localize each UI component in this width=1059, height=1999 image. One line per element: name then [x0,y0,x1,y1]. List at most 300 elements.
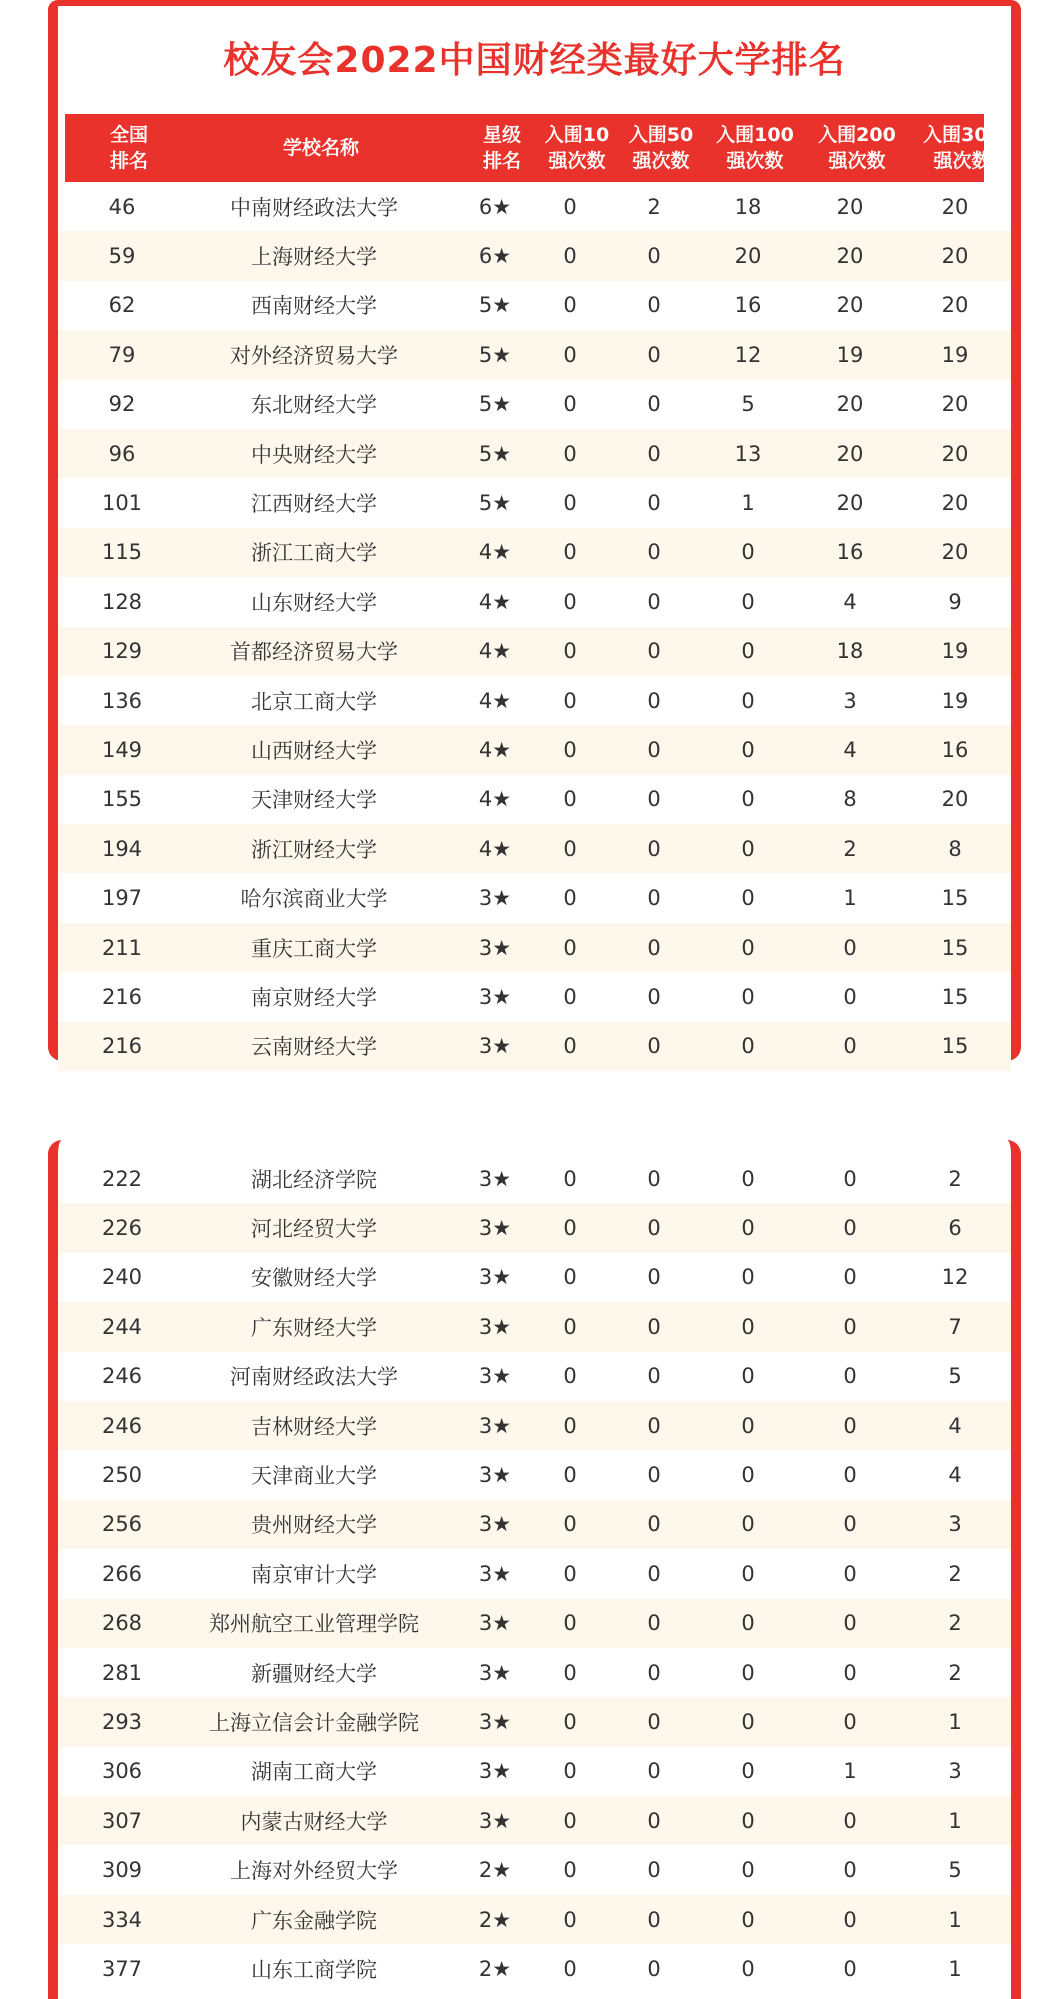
cell-top50-count: 0 [647,1512,661,1537]
cell-top50-count: 0 [647,540,661,565]
cell-top10-count: 0 [563,1611,577,1636]
cell-star-rank: 3★ [478,1808,512,1833]
table-row [58,1450,1011,1499]
cell-rank: 244 [101,1314,143,1339]
cell-top200-count: 1 [843,886,857,911]
cell-top50-count: 0 [647,293,661,318]
cell-top100-count: 0 [741,1611,755,1636]
cell-rank: 293 [101,1709,143,1734]
cell-top200-count: 0 [843,1216,857,1241]
cell-school-name: 中南财经政法大学 [230,195,398,220]
cell-school-name: 对外经济贸易大学 [230,343,398,368]
cell-star-rank: 2★ [478,1956,512,1981]
cell-top200-count: 20 [836,244,864,269]
cell-top200-count: 0 [843,1512,857,1537]
cell-top10-count: 0 [563,688,577,713]
cell-top10-count: 0 [563,293,577,318]
cell-top200-count: 0 [843,1660,857,1685]
table-row [58,676,1011,725]
cell-top300-count: 1 [948,1907,962,1932]
cell-star-rank: 3★ [478,1561,512,1586]
cell-top300-count: 20 [941,540,969,565]
cell-top50-count: 0 [647,1265,661,1290]
cell-star-rank: 3★ [478,1034,512,1059]
cell-school-name: 吉林财经大学 [251,1414,377,1439]
cell-top200-count: 0 [843,1463,857,1488]
cell-top50-count: 0 [647,935,661,960]
cell-top200-count: 4 [843,737,857,762]
cell-school-name: 湖北经济学院 [251,1167,377,1192]
cell-school-name: 天津商业大学 [251,1464,377,1489]
cell-top100-count: 18 [734,194,762,219]
cell-rank: 246 [101,1364,143,1389]
cell-school-name: 天津财经大学 [251,788,377,813]
cell-top10-count: 0 [563,1364,577,1389]
cell-top200-count: 0 [843,1907,857,1932]
cell-top200-count: 0 [843,1611,857,1636]
table-row [58,1154,1011,1203]
table-row [58,1697,1011,1746]
cell-rank: 266 [101,1561,143,1586]
cell-star-rank: 2★ [478,1907,512,1932]
cell-star-rank: 3★ [478,886,512,911]
table-row [58,577,1011,626]
ranking-card-top [48,0,1021,1061]
cell-school-name: 上海财经大学 [251,245,377,270]
cell-top10-count: 0 [563,194,577,219]
table-row [58,1845,1011,1894]
cell-top50-count: 0 [647,1858,661,1883]
cell-top200-count: 8 [843,787,857,812]
cell-star-rank: 5★ [478,342,512,367]
cell-top200-count: 0 [843,935,857,960]
cell-top300-count: 20 [941,491,969,516]
table-row [58,1895,1011,1944]
cell-star-rank: 5★ [478,293,512,318]
header-star-rank: 星级 排名 [482,124,521,172]
cell-rank: 334 [101,1907,143,1932]
cell-top200-count: 3 [843,688,857,713]
table-row [58,231,1011,280]
cell-top200-count: 0 [843,1808,857,1833]
cell-top50-count: 0 [647,1709,661,1734]
header-rank: 全国 排名 [109,124,148,172]
cell-school-name: 山东财经大学 [251,590,377,615]
cell-top100-count: 0 [741,787,755,812]
table-row [58,1796,1011,1845]
cell-top300-count: 20 [941,787,969,812]
cell-top200-count: 19 [836,342,864,367]
cell-school-name: 湖南工商大学 [251,1760,377,1785]
cell-top200-count: 20 [836,194,864,219]
cell-rank: 216 [101,1034,143,1059]
cell-top300-count: 20 [941,293,969,318]
table-row [58,725,1011,774]
table-row [58,824,1011,873]
cell-top100-count: 0 [741,1808,755,1833]
table-row [58,1747,1011,1796]
table-body-part1 [58,182,1011,1071]
cell-rank: 59 [108,244,136,269]
cell-school-name: 上海对外经贸大学 [230,1859,398,1884]
cell-star-rank: 3★ [478,1166,512,1191]
cell-top300-count: 5 [948,1364,962,1389]
cell-top10-count: 0 [563,1858,577,1883]
cell-top300-count: 15 [941,984,969,1009]
cell-school-name: 贵州财经大学 [251,1513,377,1538]
cell-star-rank: 4★ [478,737,512,762]
cell-star-rank: 4★ [478,589,512,614]
cell-school-name: 云南财经大学 [251,1035,377,1060]
cell-school-name: 中央财经大学 [251,442,377,467]
cell-top10-count: 0 [563,1265,577,1290]
cell-school-name: 山西财经大学 [251,738,377,763]
cell-rank: 197 [101,886,143,911]
cell-rank: 115 [101,540,143,565]
cell-top10-count: 0 [563,342,577,367]
cell-top100-count: 0 [741,886,755,911]
cell-school-name: 首都经济贸易大学 [230,640,398,665]
cell-top100-count: 0 [741,688,755,713]
cell-top50-count: 0 [647,1808,661,1833]
cell-top50-count: 0 [647,886,661,911]
cell-top200-count: 0 [843,1166,857,1191]
cell-top100-count: 1 [741,491,755,516]
cell-star-rank: 4★ [478,688,512,713]
cell-top100-count: 12 [734,342,762,367]
table-row [58,1022,1011,1071]
cell-top300-count: 16 [941,737,969,762]
cell-top200-count: 20 [836,392,864,417]
cell-top300-count: 12 [941,1265,969,1290]
cell-rank: 268 [101,1611,143,1636]
cell-school-name: 河北经贸大学 [251,1217,377,1242]
cell-school-name: 安徽财经大学 [251,1266,377,1291]
cell-top10-count: 0 [563,392,577,417]
cell-top100-count: 0 [741,1512,755,1537]
cell-star-rank: 5★ [478,491,512,516]
cell-school-name: 重庆工商大学 [251,936,377,961]
cell-top10-count: 0 [563,935,577,960]
cell-school-name: 内蒙古财经大学 [240,1809,388,1834]
cell-star-rank: 3★ [478,935,512,960]
cell-top300-count: 2 [948,1166,962,1191]
cell-top100-count: 0 [741,1314,755,1339]
header-top10: 入围10 强次数 [544,124,610,172]
cell-school-name: 哈尔滨商业大学 [240,887,388,912]
cell-top100-count: 0 [741,1364,755,1389]
cell-top100-count: 0 [741,1265,755,1290]
cell-top10-count: 0 [563,1166,577,1191]
cell-top100-count: 0 [741,1463,755,1488]
cell-top100-count: 0 [741,1660,755,1685]
cell-top300-count: 19 [941,688,969,713]
cell-top100-count: 0 [741,1907,755,1932]
cell-top100-count: 13 [734,441,762,466]
cell-top50-count: 0 [647,1956,661,1981]
cell-top300-count: 20 [941,392,969,417]
cell-star-rank: 6★ [478,244,512,269]
cell-school-name: 上海立信会计金融学院 [209,1710,419,1735]
cell-rank: 222 [101,1166,143,1191]
cell-top200-count: 16 [836,540,864,565]
cell-star-rank: 5★ [478,441,512,466]
cell-top100-count: 0 [741,1034,755,1059]
cell-top100-count: 16 [734,293,762,318]
table-row [58,1253,1011,1302]
cell-top50-count: 0 [647,787,661,812]
cell-star-rank: 4★ [478,787,512,812]
cell-top50-count: 0 [647,1561,661,1586]
cell-top300-count: 2 [948,1660,962,1685]
cell-rank: 240 [101,1265,143,1290]
cell-top50-count: 0 [647,1611,661,1636]
cell-top10-count: 0 [563,1413,577,1438]
cell-top50-count: 0 [647,639,661,664]
cell-school-name: 广东财经大学 [251,1315,377,1340]
cell-top300-count: 2 [948,1611,962,1636]
cell-star-rank: 3★ [478,1216,512,1241]
cell-rank: 46 [108,194,136,219]
cell-top300-count: 1 [948,1956,962,1981]
cell-top50-count: 0 [647,392,661,417]
cell-top300-count: 9 [948,589,962,614]
cell-school-name: 山东工商学院 [251,1957,377,1982]
cell-top300-count: 4 [948,1413,962,1438]
table-row [58,1401,1011,1450]
cell-top10-count: 0 [563,589,577,614]
table-row [58,182,1011,231]
table-row [58,627,1011,676]
cell-school-name: 新疆财经大学 [251,1661,377,1686]
cell-star-rank: 3★ [478,1611,512,1636]
cell-rank: 62 [108,293,136,318]
cell-star-rank: 3★ [478,1413,512,1438]
cell-rank: 128 [101,589,143,614]
cell-top300-count: 20 [941,441,969,466]
cell-top200-count: 0 [843,1956,857,1981]
cell-top50-count: 0 [647,589,661,614]
cell-top10-count: 0 [563,1561,577,1586]
cell-star-rank: 5★ [478,392,512,417]
cell-top50-count: 0 [647,737,661,762]
table-row [58,1648,1011,1697]
cell-rank: 155 [101,787,143,812]
cell-top200-count: 0 [843,1314,857,1339]
cell-top10-count: 0 [563,1709,577,1734]
cell-school-name: 南京审计大学 [251,1562,377,1587]
cell-top100-count: 0 [741,540,755,565]
cell-top50-count: 0 [647,1314,661,1339]
cell-top100-count: 0 [741,1709,755,1734]
cell-star-rank: 2★ [478,1858,512,1883]
cell-top50-count: 0 [647,1216,661,1241]
cell-top300-count: 20 [941,244,969,269]
cell-top200-count: 20 [836,293,864,318]
header-top300: 入围300 强次数 [923,124,1001,172]
cell-top10-count: 0 [563,639,577,664]
cell-top10-count: 0 [563,244,577,269]
cell-school-name: 浙江财经大学 [251,837,377,862]
cell-school-name: 北京工商大学 [251,689,377,714]
table-row [58,528,1011,577]
cell-top100-count: 0 [741,639,755,664]
cell-rank: 250 [101,1463,143,1488]
cell-top50-count: 0 [647,1364,661,1389]
table-row [58,873,1011,922]
cell-star-rank: 3★ [478,1660,512,1685]
cell-top100-count: 0 [741,1166,755,1191]
cell-top50-count: 0 [647,836,661,861]
table-row [58,1944,1011,1993]
cell-top100-count: 0 [741,1216,755,1241]
cell-top10-count: 0 [563,1314,577,1339]
table-row [58,1549,1011,1598]
cell-top10-count: 0 [563,787,577,812]
cell-top200-count: 0 [843,1709,857,1734]
cell-top50-count: 0 [647,491,661,516]
cell-top50-count: 0 [647,342,661,367]
cell-top200-count: 0 [843,1265,857,1290]
cell-top50-count: 0 [647,688,661,713]
cell-top200-count: 0 [843,1561,857,1586]
cell-top10-count: 0 [563,737,577,762]
cell-rank: 281 [101,1660,143,1685]
cell-rank: 136 [101,688,143,713]
table-row [58,1500,1011,1549]
cell-top10-count: 0 [563,1660,577,1685]
table-row [58,972,1011,1021]
cell-top100-count: 0 [741,984,755,1009]
table-row [58,1302,1011,1351]
cell-top200-count: 2 [843,836,857,861]
cell-school-name: 西南财经大学 [251,294,377,319]
cell-top10-count: 0 [563,540,577,565]
cell-top300-count: 19 [941,342,969,367]
cell-top50-count: 0 [647,1413,661,1438]
cell-star-rank: 3★ [478,1314,512,1339]
cell-top10-count: 0 [563,1907,577,1932]
ranking-card-bottom [48,1140,1021,1999]
cell-top50-count: 0 [647,1463,661,1488]
cell-rank: 79 [108,342,136,367]
header-school-name: 学校名称 [282,137,359,159]
cell-top50-count: 0 [647,1034,661,1059]
cell-top100-count: 5 [741,392,755,417]
cell-top10-count: 0 [563,1512,577,1537]
cell-top300-count: 19 [941,639,969,664]
cell-top50-count: 0 [647,244,661,269]
cell-rank: 211 [101,935,143,960]
table-row [58,1352,1011,1401]
cell-top100-count: 0 [741,836,755,861]
cell-top200-count: 20 [836,441,864,466]
cell-top300-count: 2 [948,1561,962,1586]
cell-top10-count: 0 [563,836,577,861]
cell-top300-count: 1 [948,1808,962,1833]
cell-top200-count: 1 [843,1759,857,1784]
cell-school-name: 河南财经政法大学 [230,1365,398,1390]
cell-rank: 307 [101,1808,143,1833]
cell-top200-count: 0 [843,1413,857,1438]
cell-top300-count: 7 [948,1314,962,1339]
cell-rank: 309 [101,1858,143,1883]
table-header [65,114,1001,182]
table-row [58,429,1011,478]
cell-top200-count: 0 [843,1364,857,1389]
cell-star-rank: 4★ [478,639,512,664]
cell-star-rank: 3★ [478,1759,512,1784]
cell-top10-count: 0 [563,1034,577,1059]
table-row [58,281,1011,330]
cell-rank: 194 [101,836,143,861]
cell-top50-count: 2 [647,194,661,219]
cell-rank: 92 [108,392,136,417]
header-top200: 入围200 强次数 [818,124,896,172]
cell-top50-count: 0 [647,1660,661,1685]
cell-top200-count: 0 [843,1034,857,1059]
cell-top10-count: 0 [563,1216,577,1241]
cell-top50-count: 0 [647,984,661,1009]
cell-top100-count: 20 [734,244,762,269]
table-row [58,775,1011,824]
cell-top50-count: 0 [647,1759,661,1784]
cell-top200-count: 20 [836,491,864,516]
cell-top200-count: 18 [836,639,864,664]
cell-school-name: 浙江工商大学 [251,541,377,566]
cell-school-name: 广东金融学院 [251,1908,377,1933]
cell-star-rank: 4★ [478,540,512,565]
cell-school-name: 郑州航空工业管理学院 [209,1612,419,1637]
cell-top10-count: 0 [563,491,577,516]
cell-top300-count: 15 [941,886,969,911]
page-title: 校友会2022中国财经类最好大学排名 [223,39,846,81]
table-row [58,923,1011,972]
cell-star-rank: 3★ [478,1709,512,1734]
cell-rank: 129 [101,639,143,664]
cell-star-rank: 3★ [478,984,512,1009]
cell-rank: 246 [101,1413,143,1438]
cell-rank: 96 [108,441,136,466]
cell-star-rank: 3★ [478,1265,512,1290]
cell-top50-count: 0 [647,1907,661,1932]
cell-top200-count: 0 [843,1858,857,1883]
cell-rank: 226 [101,1216,143,1241]
header-top100: 入围100 强次数 [716,124,794,172]
cell-top300-count: 5 [948,1858,962,1883]
cell-star-rank: 3★ [478,1463,512,1488]
cell-top10-count: 0 [563,1759,577,1784]
cell-school-name: 南京财经大学 [251,985,377,1010]
cell-top10-count: 0 [563,1463,577,1488]
cell-top300-count: 3 [948,1512,962,1537]
cell-school-name: 江西财经大学 [251,492,377,517]
cell-top300-count: 8 [948,836,962,861]
cell-top50-count: 0 [647,441,661,466]
table-row [58,1599,1011,1648]
cell-top10-count: 0 [563,1956,577,1981]
cell-star-rank: 3★ [478,1512,512,1537]
cell-school-name: 东北财经大学 [251,393,377,418]
table-body-part2 [58,1154,1011,1994]
cell-top300-count: 1 [948,1709,962,1734]
table-row [58,380,1011,429]
cell-top100-count: 0 [741,1561,755,1586]
cell-top300-count: 4 [948,1463,962,1488]
cell-top100-count: 0 [741,1858,755,1883]
cell-top300-count: 6 [948,1216,962,1241]
cell-top10-count: 0 [563,441,577,466]
